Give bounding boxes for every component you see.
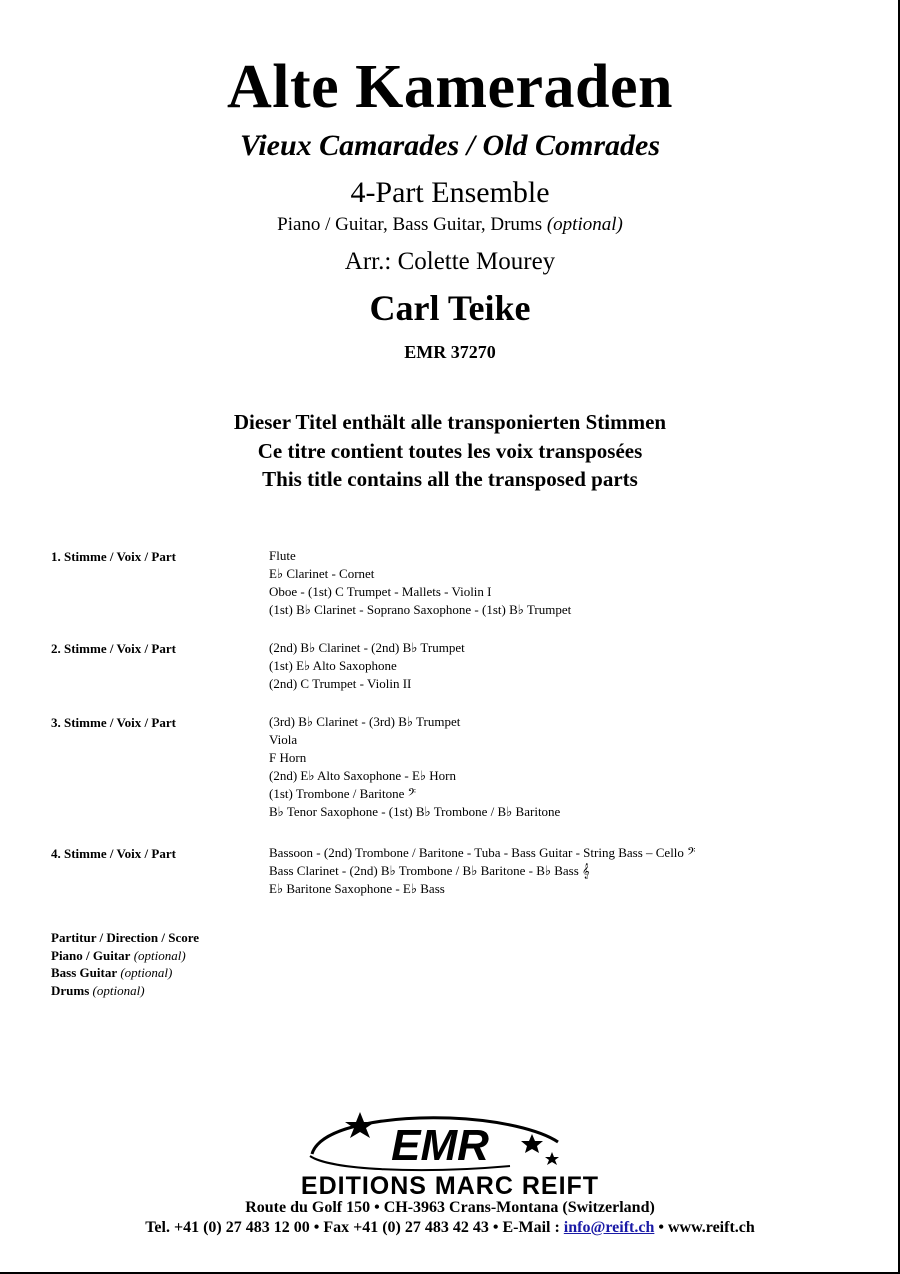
catalog-number: EMR 37270 [404,342,496,362]
part-instrument-line: (1st) B♭ Clarinet - Soprano Saxophone - (1st) B♭ Trumpet [269,602,572,617]
part-instrument-line: (2nd) B♭ Clarinet - (2nd) B♭ Trumpet [269,640,465,655]
bass-guitar-label: Bass Guitar [51,965,118,980]
instrumentation [0,213,900,237]
contact-phone-fax: Tel. +41 (0) 27 483 12 00 • Fax +41 (0) 27 483 42 43 • E-Mail : [145,1219,564,1236]
page-title: Alte Kameraden [226,53,674,121]
subtitle: Vieux Camarades / Old Comrades [239,129,661,162]
instrumentation-main: Piano / Guitar, Bass Guitar, Drums [277,214,543,235]
part-label: 1. Stimme / Voix / Part [51,549,176,564]
part-label: 4. Stimme / Voix / Part [51,846,176,861]
part-instrument-line: Oboe - (1st) C Trumpet - Mallets - Violin I [269,584,492,599]
part-instrument-list [269,547,571,619]
part-instrument-line: Viola [269,732,298,747]
publisher-address: Route du Golf 150 • CH-3963 Crans-Montana (Switzerland) [245,1199,655,1216]
part-instrument-line: E♭ Clarinet - Cornet [269,566,375,581]
part-instrument-list [269,844,696,898]
notice-english: This title contains all the transposed parts [262,467,638,491]
part-instrument-line: (2nd) E♭ Alto Saxophone - E♭ Horn [269,768,457,783]
piano-guitar-label: Piano / Guitar [51,947,131,963]
notice-german: Dieser Titel enthält alle transponierten Stimmen [233,410,667,434]
additional-parts [51,929,199,999]
part-instrument-line: E♭ Baritone Saxophone - E♭ Bass [269,881,445,896]
website: • www.reift.ch [654,1219,755,1236]
part-instrument-list [269,713,560,821]
optional-note: (optional) [120,965,173,980]
instrumentation-optional: (optional) [546,214,623,235]
composer: Carl Teike [369,288,531,328]
part-instrument-line: Flute [269,548,296,563]
part-instrument-line: (1st) E♭ Alto Saxophone [269,658,397,673]
part-label: 3. Stimme / Voix / Part [51,715,176,730]
ensemble-type: 4-Part Ensemble [350,176,550,209]
optional-note: (optional) [92,982,145,998]
publisher-name: EDITIONS MARC REIFT [300,1172,600,1200]
drums-label: Drums [51,982,90,998]
part-instrument-line: (3rd) B♭ Clarinet - (3rd) B♭ Trumpet [269,714,461,729]
score-label: Partitur / Direction / Score [51,930,200,945]
emr-logo-icon [300,1108,570,1178]
part-instrument-line: (2nd) C Trumpet - Violin II [269,676,412,691]
optional-note: (optional) [133,947,186,963]
part-instrument-list [269,639,465,693]
part-instrument-line: Bassoon - (2nd) Trombone / Baritone - Tuba - Bass Guitar - String Bass – Cello 𝄢 [269,845,696,860]
publisher-contact [0,1218,900,1238]
arranger: Arr.: Colette Mourey [344,248,556,275]
part-instrument-line: Bass Clarinet - (2nd) B♭ Trombone / B♭ Baritone - B♭ Bass 𝄞 [269,863,590,878]
email-link[interactable]: info@reift.ch [563,1219,655,1236]
notice-french: Ce titre contient toutes les voix transposées [257,439,643,463]
part-instrument-line: (1st) Trombone / Baritone 𝄢 [269,786,417,801]
logo-text: EMR [391,1121,489,1170]
part-label: 2. Stimme / Voix / Part [51,641,176,656]
part-instrument-line: B♭ Tenor Saxophone - (1st) B♭ Trombone / B♭ Baritone [269,804,561,819]
part-instrument-line: F Horn [269,750,307,765]
